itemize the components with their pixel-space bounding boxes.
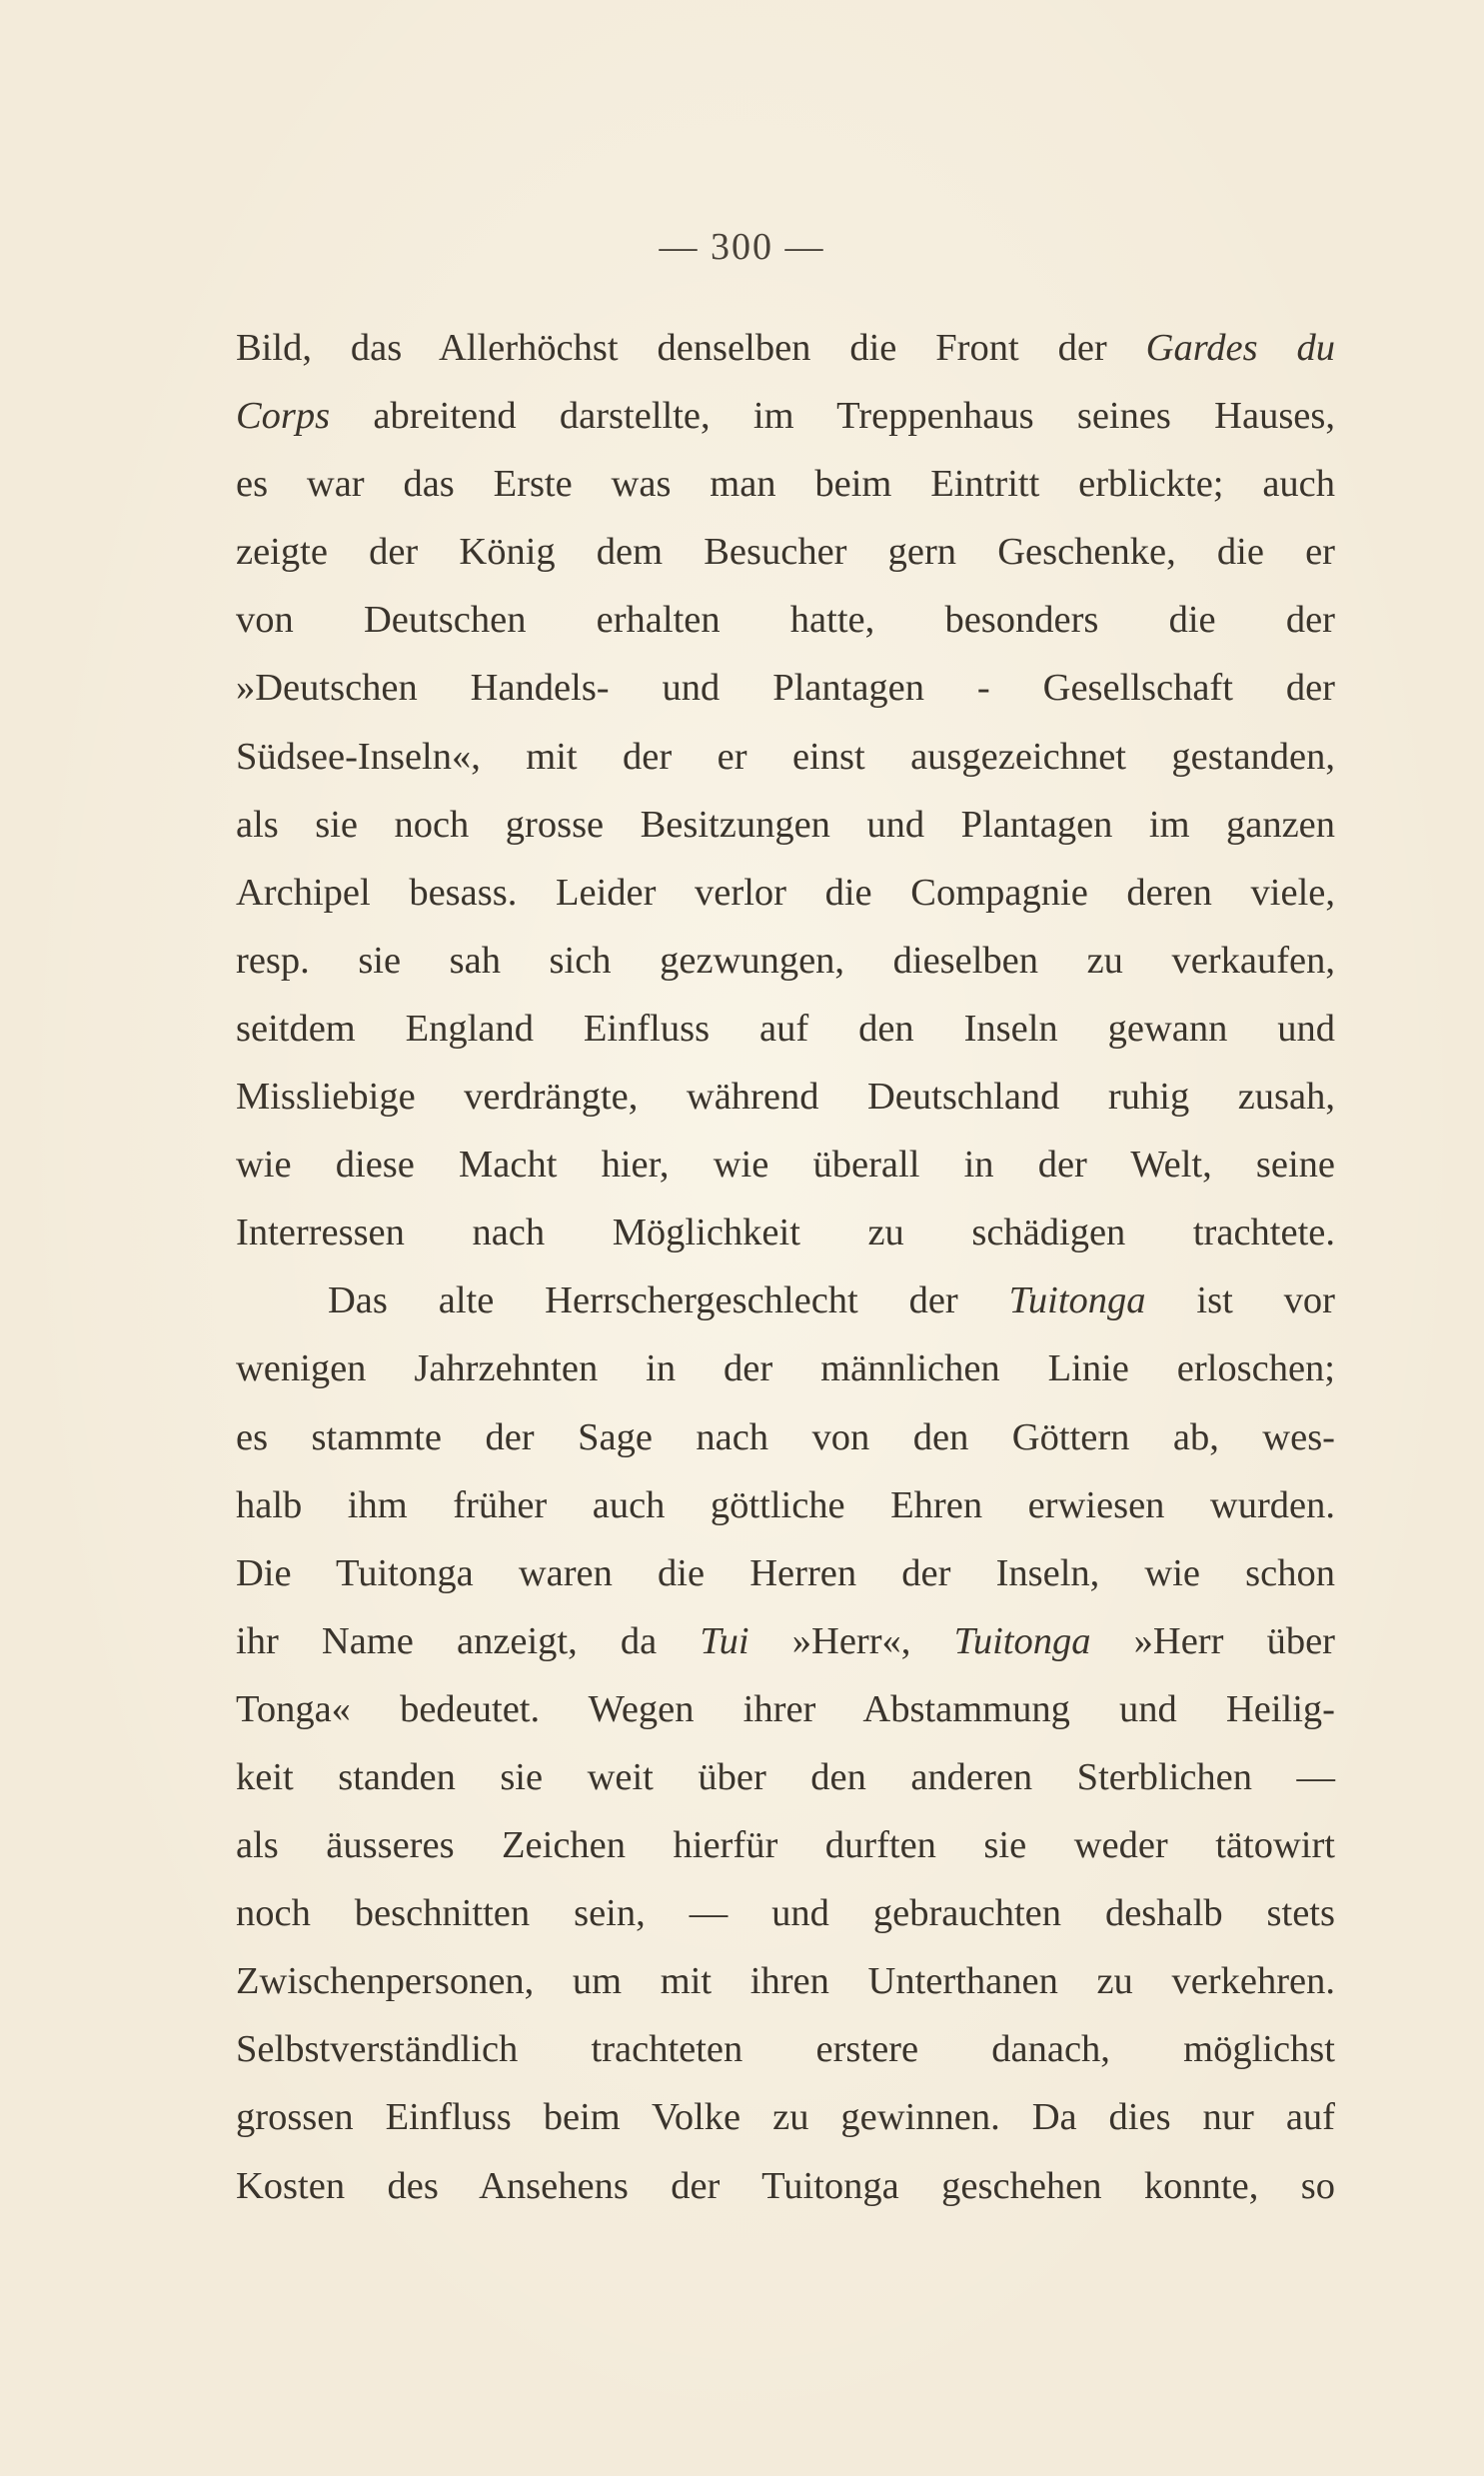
text-line [236,382,1335,450]
text-run: resp. sie sah sich gezwungen, dieselben zu verkaufen, [236,939,1335,982]
text-line [236,1063,1335,1131]
page-number: — 300 — [659,226,825,268]
italic-text: Tuitonga [1008,1279,1146,1322]
text-run: Zwischenpersonen, um mit ihren Unterthanen zu verkehren. [236,1960,1335,2003]
text-run: zeigte der König dem Besucher gern Geschenke, die er [236,531,1335,574]
text-run: Bild, das Allerhöchst denselben die Front der [236,327,1146,369]
text-line [236,1334,1335,1402]
text-line [236,2152,1335,2220]
text-line [236,654,1335,722]
italic-text: Tui [700,1619,749,1662]
text-line [236,1199,1335,1266]
text-line [236,1743,1335,1811]
text-line [236,1471,1335,1539]
text-line [236,1811,1335,1879]
text-line [236,1675,1335,1743]
text-run: Südsee-Inseln«, mit der er einst ausgezeichnet gestanden, [236,735,1335,778]
text-run: »Herr«, [748,1619,954,1662]
text-line [236,586,1335,654]
text-line [236,518,1335,586]
text-run: noch beschnitten sein, — und gebrauchten deshalb stets [236,1892,1335,1935]
text-run: »Herr über [1090,1619,1335,1662]
text-run: »Deutschen Handels- und Plantagen - Gesellschaft der [236,667,1335,710]
text-run: Die Tuitonga waren die Herren der Inseln, wie schon [236,1551,1335,1594]
text-line [236,1539,1335,1607]
text-line [236,2015,1335,2083]
text-line [236,2083,1335,2151]
text-run: grossen Einfluss beim Volke zu gewinnen. Da dies nur auf [236,2096,1335,2139]
text-run: Archipel besass. Leider verlor die Compagnie deren viele, [236,871,1335,914]
text-run: es stammte der Sage nach von den Göttern ab, wes- [236,1415,1335,1458]
text-run: Kosten des Ansehens der Tuitonga geschehen konnte, so [236,2164,1335,2207]
text-run: von Deutschen erhalten hatte, besonders die der [236,599,1335,642]
text-line [236,791,1335,859]
text-line [236,314,1335,382]
italic-text: Corps [236,395,331,438]
text-line [236,723,1335,791]
text-run: Tonga« bedeutet. Wegen ihrer Abstammung und Heilig- [236,1687,1335,1730]
text-line [236,995,1335,1063]
text-run: Interressen nach Möglichkeit zu schädigen trachtete. [236,1212,1335,1254]
text-line [236,1879,1335,1947]
text-line [236,859,1335,927]
text-line [236,1947,1335,2015]
text-line [236,1266,1335,1334]
text-run: Das alte Herrschergeschlecht der [328,1279,1009,1322]
body-text [236,314,1335,2220]
text-run: halb ihm früher auch göttliche Ehren erwiesen wurden. [236,1483,1335,1526]
text-run: keit standen sie weit über den anderen Sterblichen — [236,1755,1335,1798]
text-line [236,1131,1335,1199]
text-run: es war das Erste was man beim Eintritt erblickte; auch [236,463,1335,506]
text-line [236,450,1335,518]
text-run: als sie noch grosse Besitzungen und Plantagen im ganzen [236,803,1335,846]
text-run: ihr Name anzeigt, da [236,1619,701,1662]
text-run: wenigen Jahrzehnten in der männlichen Linie erloschen; [236,1347,1335,1390]
text-line [236,1607,1335,1675]
text-run: abreitend darstellte, im Treppenhaus seines Hauses, [330,395,1335,438]
italic-text: Tuitonga [953,1619,1091,1662]
text-run: Missliebige verdrängte, während Deutschland ruhig zusah, [236,1076,1335,1119]
text-run: als äusseres Zeichen hierfür durften sie weder tätowirt [236,1824,1335,1867]
italic-text: Gardes du [1145,327,1335,369]
text-run: Selbstverständlich trachteten erstere danach, möglichst [236,2028,1335,2071]
text-run: wie diese Macht hier, wie überall in der Welt, seine [236,1144,1335,1187]
text-run: ist vor [1145,1279,1335,1322]
text-line [236,927,1335,995]
text-line [236,1403,1335,1471]
text-run: seitdem England Einfluss auf den Inseln gewann und [236,1007,1335,1050]
